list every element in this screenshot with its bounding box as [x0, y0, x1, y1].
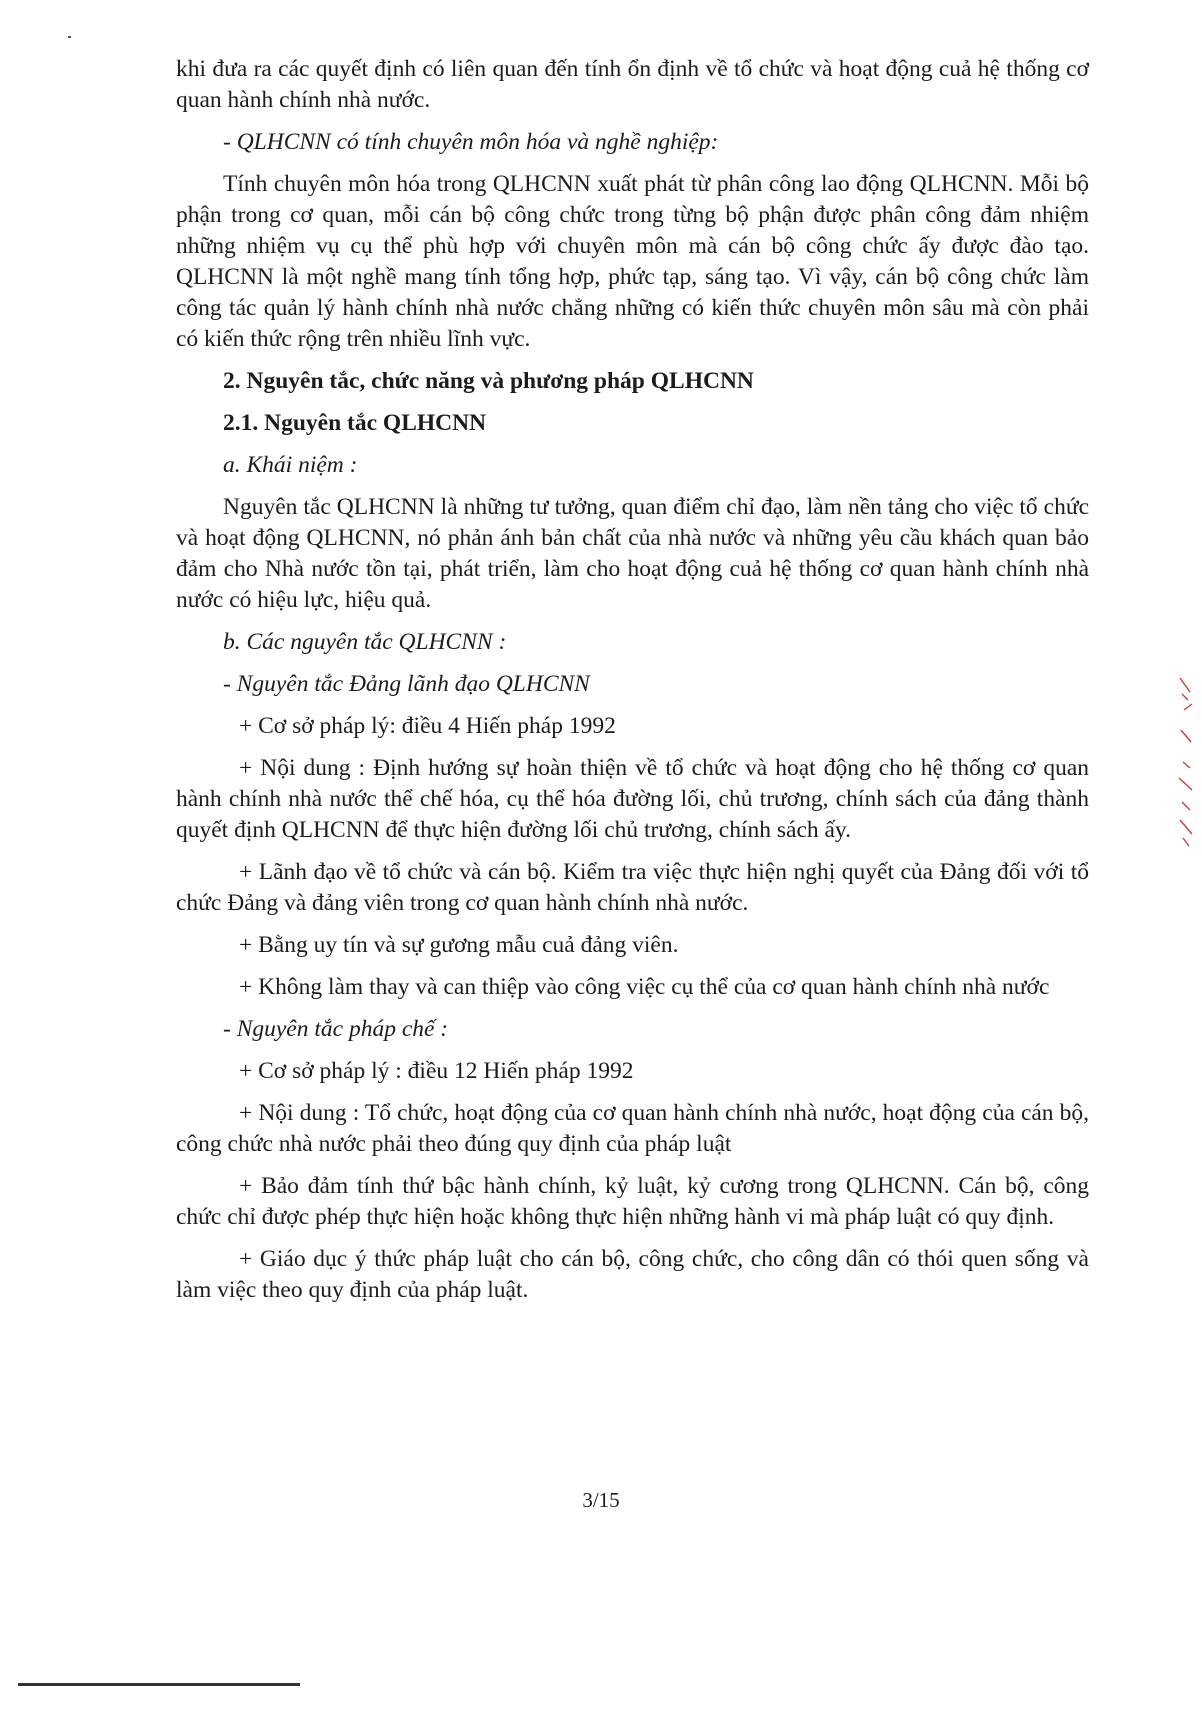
concept-body: Nguyên tắc QLHCNN là những tư tưởng, quan điểm chỉ đạo, làm nền tảng cho việc tổ chức và hoạt động QLHCNN, nó phản ánh bản chất của nhà nước và những yêu cầu khách quan bảo đảm cho Nhà nước tồn tại, phát triển, làm cho hoạt động cuả hệ thống cơ quan hành chính nhà nước có hiệu lực, hiệu quả. — [176, 494, 1089, 613]
party-non-interference: + Không làm thay và can thiệp vào công việc cụ thể của cơ quan hành chính nhà nước — [239, 974, 1050, 1000]
specialization-body: Tính chuyên môn hóa trong QLHCNN xuất phát từ phân công lao động QLHCNN. Mỗi bộ phận trong cơ quan, mỗi cán bộ công chức trong từng bộ phận được phân công đảm nhiệm những nhiệm vụ cụ thể phù hợp với chuyên môn mà cán bộ công chức ấy được đào tạo. QLHCNN là một nghề mang tính tổng hợp, phức tạp, sáng tạo. Vì vậy, cán bộ công chức làm công tác quản lý hành chính nhà nước chẳng những có kiến thức chuyên môn sâu mà còn phải có kiến thức rộng trên nhiều lĩnh vực. — [176, 171, 1089, 352]
section-2-1-title: 2.1. Nguyên tắc QLHCNN — [223, 410, 487, 436]
concept-heading: a. Khái niệm : — [223, 452, 358, 478]
scan-artifact — [68, 36, 71, 38]
party-content: + Nội dung : Định hướng sự hoàn thiện về tổ chức và hoạt động cho hệ thống cơ quan hành chính nhà nước thể chế hóa, cụ thể hóa đường lối, chủ trương, chính sách của đảng thành quyết định QLHCNN để thực hiện đường lối chủ trương, chính sách ấy. — [176, 755, 1089, 843]
section-2-title: 2. Nguyên tắc, chức năng và phương pháp QLHCNN — [223, 368, 754, 394]
legality-hierarchy: + Bảo đảm tính thứ bậc hành chính, kỷ luật, kỷ cương trong QLHCNN. Cán bộ, công chức chỉ được phép thực hiện hoặc không thực hiện những hành vi mà pháp luật có quy định. — [176, 1173, 1089, 1230]
party-prestige: + Bằng uy tín và sự gương mẫu cuả đảng viên. — [239, 932, 679, 958]
bottom-rule — [18, 1683, 300, 1686]
party-principle-heading: - Nguyên tắc Đảng lãnh đạo QLHCNN — [223, 671, 590, 697]
party-legal-basis: + Cơ sở pháp lý: điều 4 Hiến pháp 1992 — [239, 713, 616, 739]
legality-content: + Nội dung : Tổ chức, hoạt động của cơ quan hành chính nhà nước, hoạt động của cán bộ, công chức nhà nước phải theo đúng quy định của pháp luật — [176, 1100, 1089, 1157]
specialization-heading: - QLHCNN có tính chuyên môn hóa và nghề nghiệp: — [223, 129, 719, 155]
stamp-mark-icon — [1176, 670, 1198, 850]
principles-heading: b. Các nguyên tắc QLHCNN : — [223, 629, 507, 655]
legality-principle-heading: - Nguyên tắc pháp chế : — [223, 1016, 449, 1042]
intro-continuation: khi đưa ra các quyết định có liên quan đến tính ổn định về tổ chức và hoạt động cuả hệ thống cơ quan hành chính nhà nước. — [176, 56, 1089, 113]
legality-education: + Giáo dục ý thức pháp luật cho cán bộ, công chức, cho công dân có thói quen sống và làm việc theo quy định của pháp luật. — [176, 1246, 1089, 1303]
party-leadership: + Lãnh đạo về tổ chức và cán bộ. Kiểm tra việc thực hiện nghị quyết của Đảng đối với tổ chức Đảng và đảng viên trong cơ quan hành chính nhà nước. — [176, 859, 1089, 916]
legality-legal-basis: + Cơ sở pháp lý : điều 12 Hiến pháp 1992 — [239, 1058, 634, 1084]
page-number: 3/15 — [582, 1488, 620, 1512]
page-content — [176, 54, 1089, 1317]
